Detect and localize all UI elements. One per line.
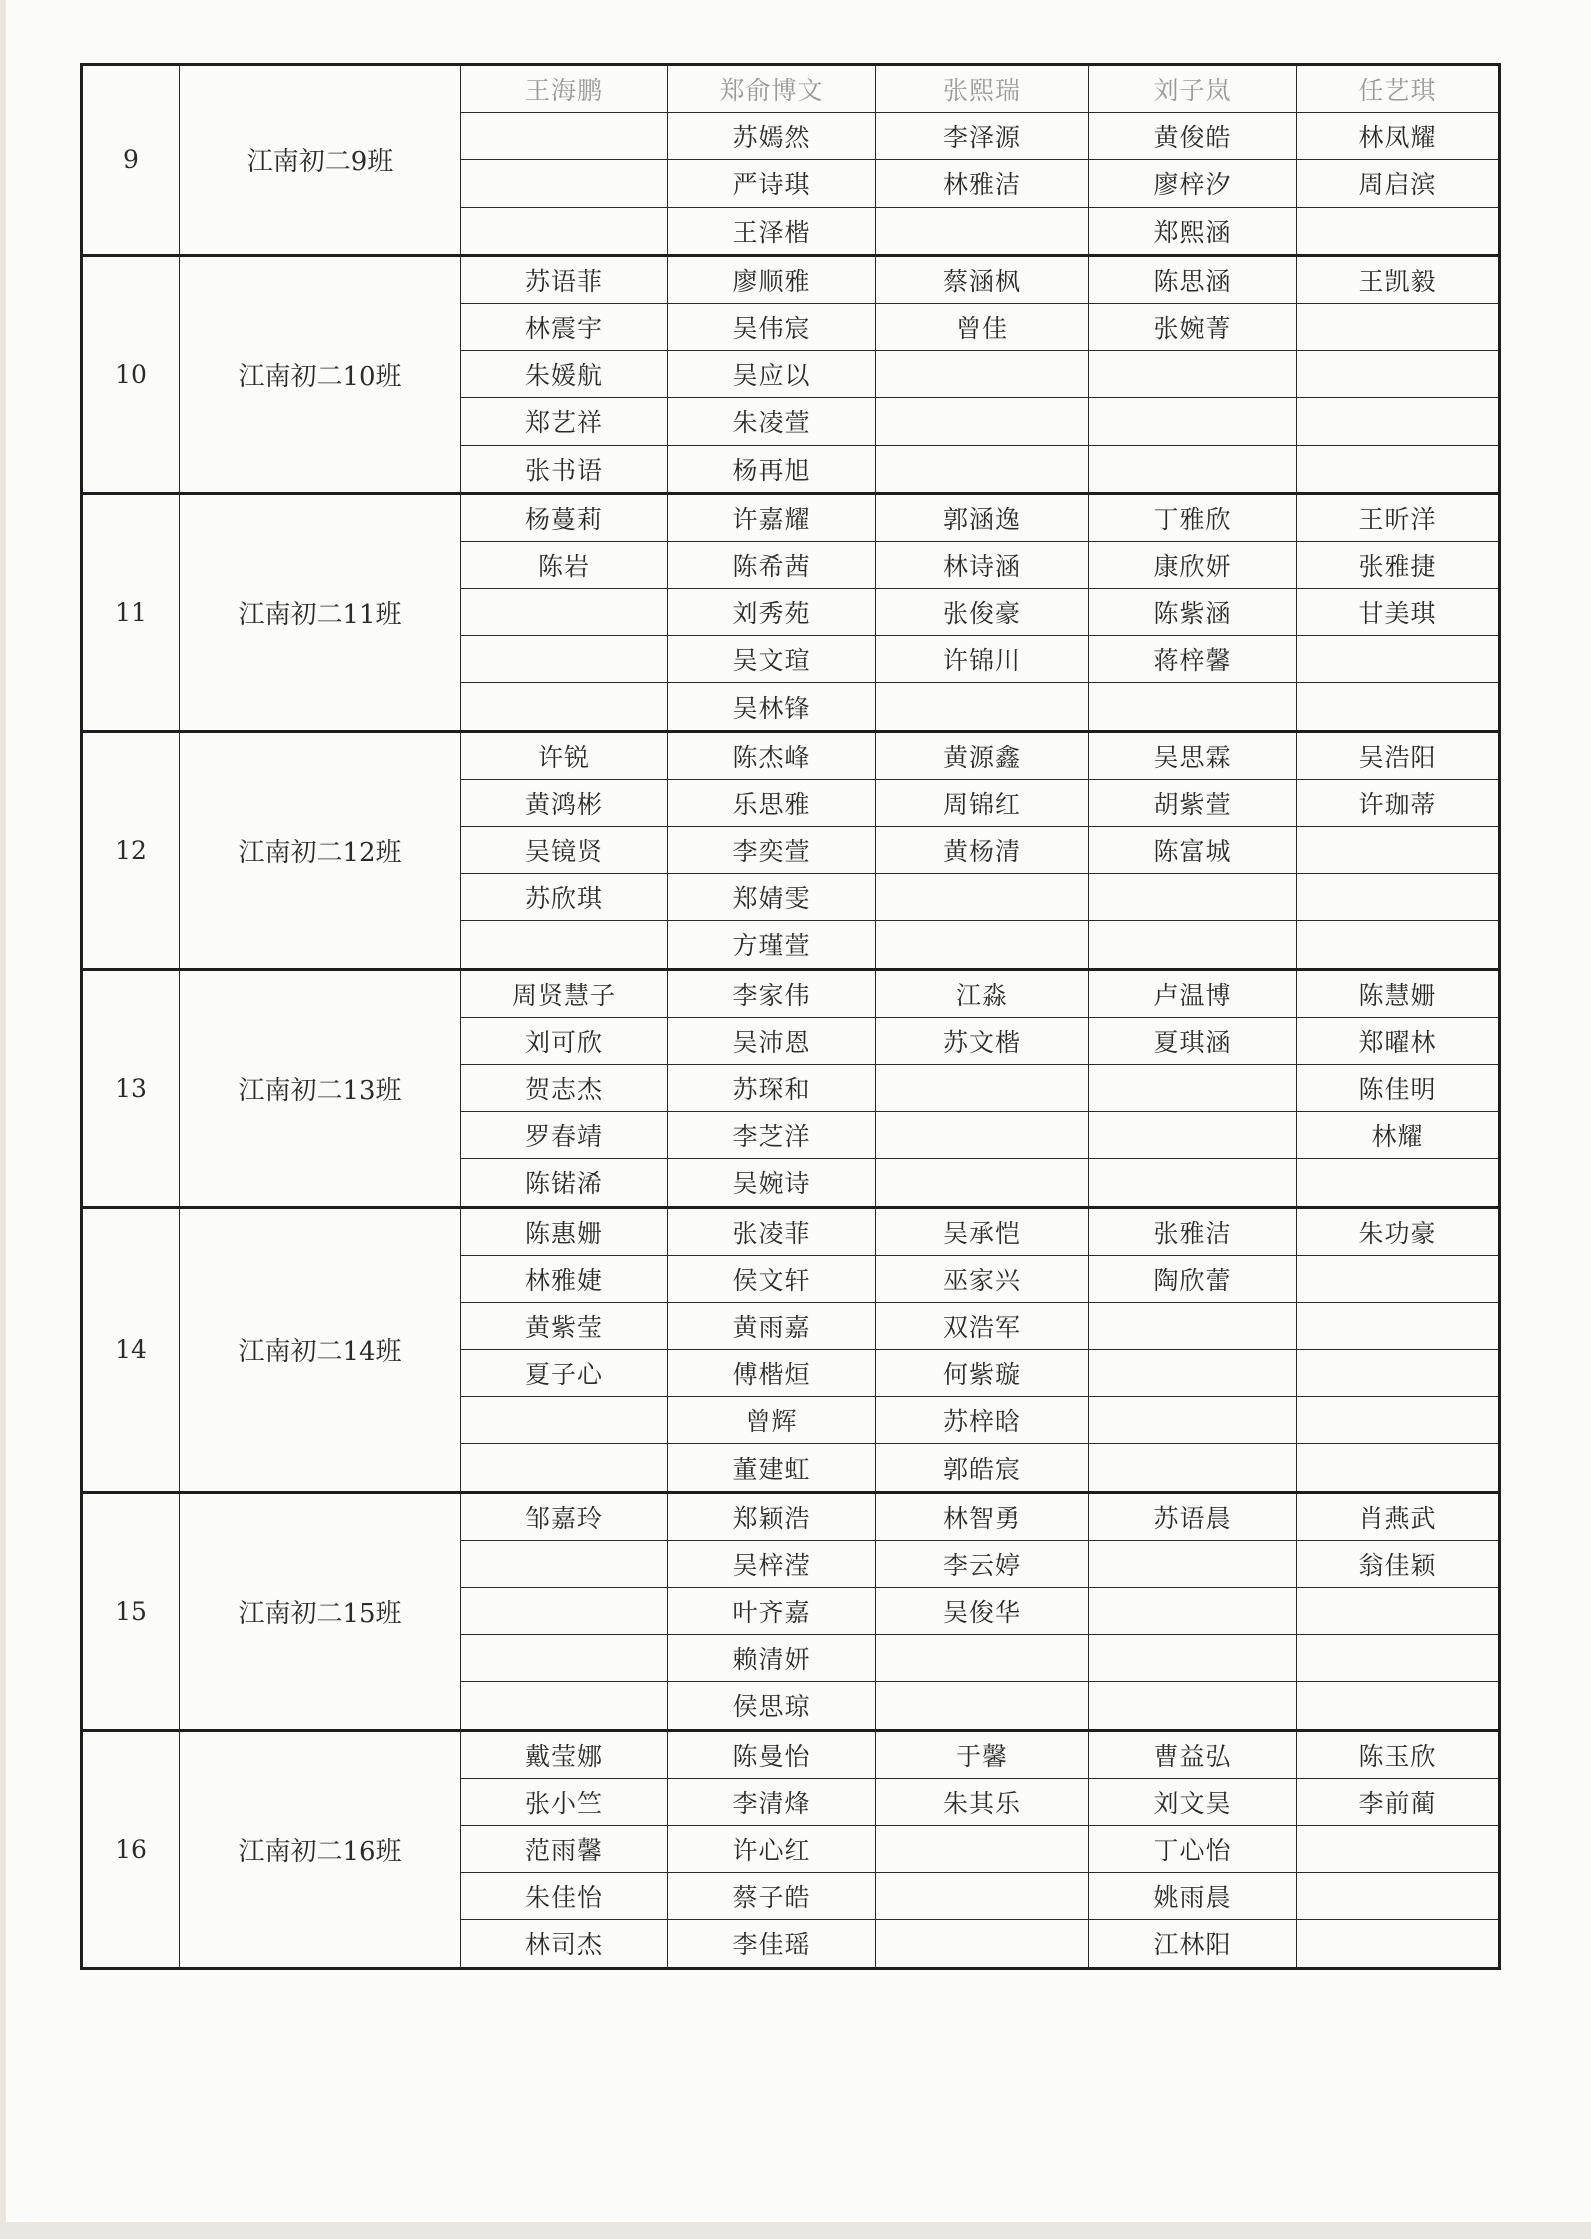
student-name-cell: [1089, 1112, 1297, 1159]
class-name: 江南初二11班: [180, 493, 461, 731]
student-name-cell: 曹益弘: [1089, 1730, 1297, 1778]
student-name-cell: 曾佳: [876, 303, 1089, 350]
student-name-cell: [876, 1682, 1089, 1730]
student-name-cell: 陈紫涵: [1089, 589, 1297, 636]
student-name-cell: [1297, 1588, 1500, 1635]
student-name-cell: 于馨: [876, 1730, 1089, 1778]
student-name-cell: 任艺琪: [1297, 65, 1500, 113]
group-number: 11: [82, 493, 180, 731]
table-row: [82, 1730, 1500, 1778]
student-name-cell: [1089, 1635, 1297, 1682]
student-name-cell: 苏文楷: [876, 1017, 1089, 1064]
student-name-cell: 苏语菲: [461, 255, 668, 303]
student-name-cell: 林智勇: [876, 1492, 1089, 1540]
student-name-cell: [1089, 1302, 1297, 1349]
student-name-cell: 周锦红: [876, 779, 1089, 826]
student-name-cell: 林诗涵: [876, 541, 1089, 588]
student-name-cell: 丁心怡: [1089, 1825, 1297, 1872]
student-name-cell: 乐思雅: [668, 779, 876, 826]
student-name-cell: 郑熙涵: [1089, 207, 1297, 255]
student-name-cell: 吴承恺: [876, 1207, 1089, 1255]
student-name-cell: [1297, 827, 1500, 874]
class-name: 江南初二10班: [180, 255, 461, 493]
student-name-cell: 陈岩: [461, 541, 668, 588]
student-name-cell: 廖顺雅: [668, 255, 876, 303]
student-name-cell: 林司杰: [461, 1920, 668, 1968]
student-name-cell: [1089, 351, 1297, 398]
class-name: 江南初二14班: [180, 1207, 461, 1492]
student-name-cell: [1297, 921, 1500, 969]
student-name-cell: 吴思霖: [1089, 731, 1297, 779]
student-name-cell: 赖清妍: [668, 1635, 876, 1682]
student-name-cell: 蒋梓馨: [1089, 636, 1297, 683]
student-name-cell: 王泽楷: [668, 207, 876, 255]
student-name-cell: 侯思琼: [668, 1682, 876, 1730]
student-name-cell: 夏子心: [461, 1350, 668, 1397]
student-name-cell: 周贤慧子: [461, 969, 668, 1017]
student-name-cell: 吴文瑄: [668, 636, 876, 683]
student-name-cell: [1297, 303, 1500, 350]
student-name-cell: [876, 1873, 1089, 1920]
student-name-cell: 苏琛和: [668, 1064, 876, 1111]
student-name-cell: 陈佳明: [1297, 1064, 1500, 1111]
student-name-cell: 李奕萱: [668, 827, 876, 874]
student-name-cell: 李清烽: [668, 1778, 876, 1825]
student-name-cell: 陈惠姗: [461, 1207, 668, 1255]
student-name-cell: 郑俞博文: [668, 65, 876, 113]
student-name-cell: 江淼: [876, 969, 1089, 1017]
student-name-cell: 刘子岚: [1089, 65, 1297, 113]
student-name-cell: 黄雨嘉: [668, 1302, 876, 1349]
table-row: [82, 493, 1500, 541]
student-name-cell: 曾辉: [668, 1397, 876, 1444]
student-name-cell: 姚雨晨: [1089, 1873, 1297, 1920]
student-name-cell: [876, 921, 1089, 969]
group-number: 15: [82, 1492, 180, 1730]
student-name-cell: 董建虹: [668, 1444, 876, 1492]
student-name-cell: [461, 113, 668, 160]
student-name-cell: 李芝洋: [668, 1112, 876, 1159]
student-name-cell: 甘美琪: [1297, 589, 1500, 636]
student-name-cell: 李佳瑶: [668, 1920, 876, 1968]
student-name-cell: [876, 1159, 1089, 1207]
student-name-cell: 翁佳颖: [1297, 1540, 1500, 1587]
student-name-cell: 陈富城: [1089, 827, 1297, 874]
student-name-cell: 李云婷: [876, 1540, 1089, 1587]
student-name-cell: [876, 683, 1089, 731]
student-name-cell: 何紫璇: [876, 1350, 1089, 1397]
student-name-cell: 周启滨: [1297, 160, 1500, 207]
student-name-cell: 林雅洁: [876, 160, 1089, 207]
group-number: 9: [82, 65, 180, 256]
student-name-cell: [461, 1588, 668, 1635]
student-name-cell: [461, 683, 668, 731]
student-name-cell: [461, 589, 668, 636]
student-name-cell: 朱其乐: [876, 1778, 1089, 1825]
student-name-cell: 朱媛航: [461, 351, 668, 398]
student-name-cell: 李家伟: [668, 969, 876, 1017]
student-name-cell: 张书语: [461, 445, 668, 493]
student-name-cell: 苏嫣然: [668, 113, 876, 160]
student-name-cell: 吴应以: [668, 351, 876, 398]
student-name-cell: [1089, 874, 1297, 921]
student-name-cell: 苏梓晗: [876, 1397, 1089, 1444]
student-name-cell: 许锐: [461, 731, 668, 779]
student-name-cell: 蔡涵枫: [876, 255, 1089, 303]
group-number: 16: [82, 1730, 180, 1968]
student-name-cell: 张雅捷: [1297, 541, 1500, 588]
student-name-cell: 朱功豪: [1297, 1207, 1500, 1255]
student-name-cell: 黄鸿彬: [461, 779, 668, 826]
student-name-cell: 张雅洁: [1089, 1207, 1297, 1255]
student-name-cell: [1297, 1444, 1500, 1492]
student-name-cell: [1089, 1540, 1297, 1587]
student-name-cell: [1297, 636, 1500, 683]
student-name-cell: [876, 207, 1089, 255]
student-name-cell: 郑曜林: [1297, 1017, 1500, 1064]
student-name-cell: [461, 1540, 668, 1587]
student-name-cell: [1297, 1302, 1500, 1349]
student-name-cell: [1297, 398, 1500, 445]
student-name-cell: 朱佳怡: [461, 1873, 668, 1920]
student-name-cell: 郑颖浩: [668, 1492, 876, 1540]
student-name-cell: [1089, 921, 1297, 969]
student-name-cell: 康欣妍: [1089, 541, 1297, 588]
student-name-cell: 陈思涵: [1089, 255, 1297, 303]
student-name-cell: 叶齐嘉: [668, 1588, 876, 1635]
student-name-cell: 贺志杰: [461, 1064, 668, 1111]
student-name-cell: [1297, 445, 1500, 493]
student-name-cell: [461, 1682, 668, 1730]
student-name-cell: [1089, 1159, 1297, 1207]
student-name-cell: [461, 921, 668, 969]
student-name-cell: 许锦川: [876, 636, 1089, 683]
student-name-cell: 许心红: [668, 1825, 876, 1872]
student-name-cell: 刘秀苑: [668, 589, 876, 636]
student-name-cell: [1297, 1873, 1500, 1920]
student-name-cell: 双浩军: [876, 1302, 1089, 1349]
student-name-cell: 方瑾萱: [668, 921, 876, 969]
student-name-cell: [461, 207, 668, 255]
student-name-cell: 许嘉耀: [668, 493, 876, 541]
student-name-cell: [1297, 1159, 1500, 1207]
student-name-cell: [1089, 1682, 1297, 1730]
student-name-cell: 黄俊皓: [1089, 113, 1297, 160]
student-name-cell: [461, 636, 668, 683]
student-name-cell: 吴梓滢: [668, 1540, 876, 1587]
table-row: [82, 65, 1500, 113]
student-name-cell: 杨蔓莉: [461, 493, 668, 541]
student-name-cell: [1297, 1350, 1500, 1397]
student-name-cell: [1089, 1064, 1297, 1111]
student-name-cell: 李泽源: [876, 113, 1089, 160]
student-name-cell: 陶欣蕾: [1089, 1255, 1297, 1302]
student-name-cell: 黄紫莹: [461, 1302, 668, 1349]
student-name-cell: 戴莹娜: [461, 1730, 668, 1778]
group-number: 13: [82, 969, 180, 1207]
student-name-cell: [876, 1920, 1089, 1968]
student-name-cell: 吴伟宸: [668, 303, 876, 350]
student-name-cell: 傅楷烜: [668, 1350, 876, 1397]
student-name-cell: [876, 1825, 1089, 1872]
student-name-cell: 吴婉诗: [668, 1159, 876, 1207]
class-name: 江南初二15班: [180, 1492, 461, 1730]
student-name-cell: [1089, 1350, 1297, 1397]
class-roster-table: [80, 63, 1501, 1970]
student-name-cell: 肖燕武: [1297, 1492, 1500, 1540]
student-name-cell: 吴林锋: [668, 683, 876, 731]
student-name-cell: 陈曼怡: [668, 1730, 876, 1778]
student-name-cell: 江林阳: [1089, 1920, 1297, 1968]
table-row: [82, 731, 1500, 779]
student-name-cell: 郑艺祥: [461, 398, 668, 445]
student-name-cell: 刘文昊: [1089, 1778, 1297, 1825]
student-name-cell: [1297, 1635, 1500, 1682]
student-name-cell: [1297, 683, 1500, 731]
student-name-cell: [876, 1112, 1089, 1159]
student-name-cell: [876, 445, 1089, 493]
table-row: [82, 1207, 1500, 1255]
group-number: 10: [82, 255, 180, 493]
student-name-cell: 陈玉欣: [1297, 1730, 1500, 1778]
student-name-cell: 范雨馨: [461, 1825, 668, 1872]
group-number: 14: [82, 1207, 180, 1492]
student-name-cell: [1089, 683, 1297, 731]
student-name-cell: 王凯毅: [1297, 255, 1500, 303]
student-name-cell: [1297, 874, 1500, 921]
student-name-cell: [876, 1635, 1089, 1682]
student-name-cell: 杨再旭: [668, 445, 876, 493]
student-name-cell: [461, 1397, 668, 1444]
student-name-cell: [1297, 1397, 1500, 1444]
student-name-cell: 陈锘浠: [461, 1159, 668, 1207]
student-name-cell: 郭涵逸: [876, 493, 1089, 541]
student-name-cell: 林雅婕: [461, 1255, 668, 1302]
student-name-cell: [1089, 1444, 1297, 1492]
class-name: 江南初二16班: [180, 1730, 461, 1968]
student-name-cell: [876, 1064, 1089, 1111]
student-name-cell: [1297, 1825, 1500, 1872]
student-name-cell: 李前蔺: [1297, 1778, 1500, 1825]
student-name-cell: 陈慧姗: [1297, 969, 1500, 1017]
student-name-cell: 王海鹏: [461, 65, 668, 113]
student-name-cell: 林耀: [1297, 1112, 1500, 1159]
student-name-cell: 严诗琪: [668, 160, 876, 207]
student-name-cell: 林震宇: [461, 303, 668, 350]
student-name-cell: 丁雅欣: [1089, 493, 1297, 541]
student-name-cell: [1297, 351, 1500, 398]
student-name-cell: 陈希茜: [668, 541, 876, 588]
student-name-cell: 侯文轩: [668, 1255, 876, 1302]
student-name-cell: [1297, 1920, 1500, 1968]
student-name-cell: 张婉菁: [1089, 303, 1297, 350]
student-name-cell: 朱凌萱: [668, 398, 876, 445]
student-name-cell: 廖梓汐: [1089, 160, 1297, 207]
student-name-cell: 吴沛恩: [668, 1017, 876, 1064]
student-name-cell: 邹嘉玲: [461, 1492, 668, 1540]
class-name: 江南初二9班: [180, 65, 461, 256]
student-name-cell: [461, 1444, 668, 1492]
student-name-cell: 黄源鑫: [876, 731, 1089, 779]
student-name-cell: 蔡子皓: [668, 1873, 876, 1920]
table-row: [82, 1492, 1500, 1540]
student-name-cell: [1089, 398, 1297, 445]
class-name: 江南初二12班: [180, 731, 461, 969]
student-name-cell: 许珈蒂: [1297, 779, 1500, 826]
student-name-cell: 黄杨清: [876, 827, 1089, 874]
student-name-cell: 刘可欣: [461, 1017, 668, 1064]
student-name-cell: 张俊豪: [876, 589, 1089, 636]
student-name-cell: 夏琪涵: [1089, 1017, 1297, 1064]
student-name-cell: [1089, 1397, 1297, 1444]
student-name-cell: 苏欣琪: [461, 874, 668, 921]
student-name-cell: [1297, 1682, 1500, 1730]
student-name-cell: [876, 351, 1089, 398]
student-name-cell: 张小竺: [461, 1778, 668, 1825]
student-name-cell: 王昕洋: [1297, 493, 1500, 541]
student-name-cell: 卢温博: [1089, 969, 1297, 1017]
student-name-cell: [461, 1635, 668, 1682]
student-name-cell: 张凌菲: [668, 1207, 876, 1255]
student-name-cell: 苏语晨: [1089, 1492, 1297, 1540]
class-name: 江南初二13班: [180, 969, 461, 1207]
student-name-cell: 吴俊华: [876, 1588, 1089, 1635]
student-name-cell: 林凤耀: [1297, 113, 1500, 160]
student-name-cell: 吴浩阳: [1297, 731, 1500, 779]
table-row: [82, 969, 1500, 1017]
student-name-cell: [1089, 445, 1297, 493]
student-name-cell: 张熙瑞: [876, 65, 1089, 113]
student-name-cell: 胡紫萱: [1089, 779, 1297, 826]
group-number: 12: [82, 731, 180, 969]
student-name-cell: [876, 398, 1089, 445]
paper-sheet: [6, 0, 1591, 2222]
student-name-cell: 巫家兴: [876, 1255, 1089, 1302]
student-name-cell: [1089, 1588, 1297, 1635]
student-name-cell: 郭皓宸: [876, 1444, 1089, 1492]
student-name-cell: [461, 160, 668, 207]
table-row: [82, 255, 1500, 303]
student-name-cell: [1297, 1255, 1500, 1302]
student-name-cell: 郑婧雯: [668, 874, 876, 921]
student-name-cell: [1297, 207, 1500, 255]
student-name-cell: [876, 874, 1089, 921]
roster-body: [82, 65, 1500, 1969]
student-name-cell: 陈杰峰: [668, 731, 876, 779]
student-name-cell: 罗春靖: [461, 1112, 668, 1159]
student-name-cell: 吴镜贤: [461, 827, 668, 874]
